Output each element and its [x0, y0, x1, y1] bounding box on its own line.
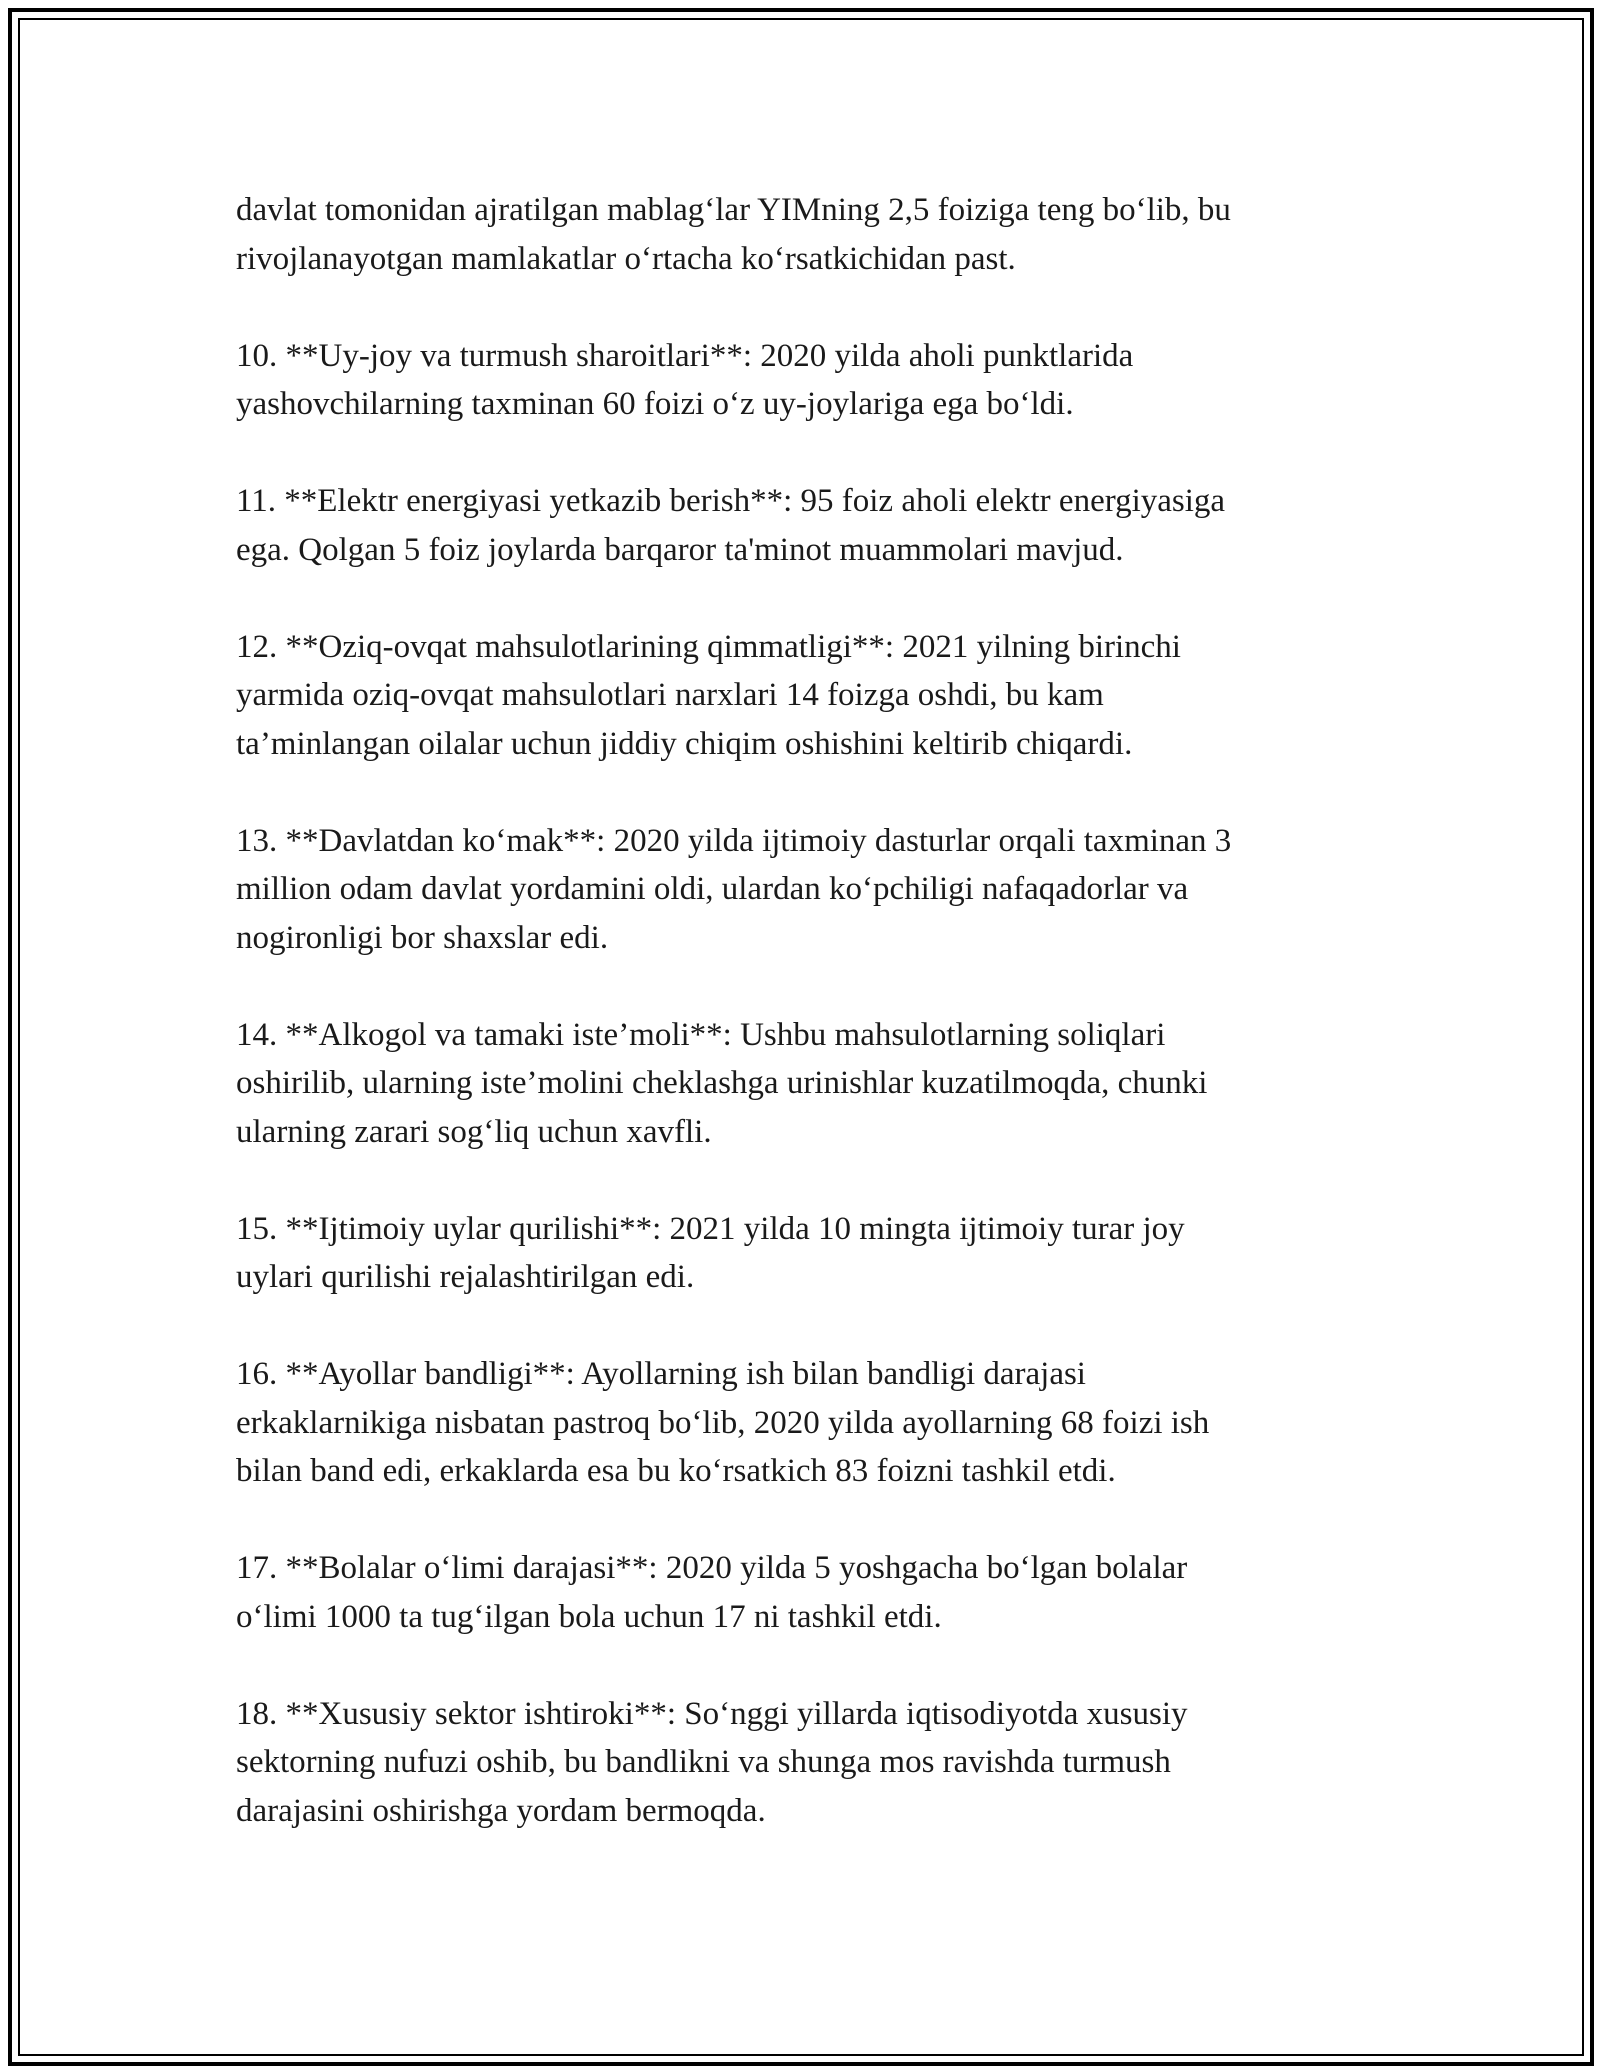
- list-item-12: 12. **Oziq-ovqat mahsulotlarining qimmatligi**: 2021 yilning birinchi yarmida oziq-ovqat mahsulotlari narxlari 14 foizga oshdi, bu kam ta’minlangan oilalar uchun jiddiy chiqim oshishini keltirib chiqardi.: [236, 628, 1181, 762]
- list-item-15: 15. **Ijtimoiy uylar qurilishi**: 2021 yilda 10 mingta ijtimoiy turar joy uylari qurilishi rejalashtirilgan edi.: [236, 1210, 1185, 1295]
- paragraph-continuation: davlat tomonidan ajratilgan mablag‘lar YIMning 2,5 foiziga teng bo‘lib, bu rivojlanayotgan mamlakatlar o‘rtacha ko‘rsatkichidan past.: [236, 192, 1231, 277]
- list-item-16: 16. **Ayollar bandligi**: Ayollarning ish bilan bandligi darajasi erkaklarnikiga nisbatan pastroq bo‘lib, 2020 yilda ayollarning 68 foizi ish bilan band edi, erkaklarda esa bu ko‘rsatkich 83 foizni tashkil etdi.: [236, 1356, 1210, 1489]
- list-item-10: 10. **Uy-joy va turmush sharoitlari**: 2020 yilda aholi punktlarida yashovchilarning taxminan 60 foizi o‘z uy-joylariga ega bo‘ldi.: [236, 337, 1134, 422]
- document-body: [236, 186, 1356, 1884]
- list-item-11: 11. **Elektr energiyasi yetkazib berish**: 95 foiz aholi elektr energiyasiga ega. Qolgan 5 foiz joylarda barqaror ta'minot muammolari mavjud.: [236, 483, 1226, 568]
- list-item-17: 17. **Bolalar o‘limi darajasi**: 2020 yilda 5 yoshgacha bo‘lgan bolalar o‘limi 1000 ta tug‘ilgan bola uchun 17 ni tashkil etdi.: [236, 1550, 1188, 1635]
- list-item-14: 14. **Alkogol va tamaki iste’moli**: Ushbu mahsulotlarning soliqlari oshirilib, ularning iste’molini cheklashga urinishlar kuzatilmoqda, chunki ularning zarari sog‘liq uchun xavfli.: [236, 1016, 1208, 1150]
- list-item-13: 13. **Davlatdan ko‘mak**: 2020 yilda ijtimoiy dasturlar orqali taxminan 3 million odam davlat yordamini oldi, ulardan ko‘pchiligi nafaqadorlar va nogironligi bor shaxslar edi.: [236, 822, 1232, 956]
- list-item-18: 18. **Xususiy sektor ishtiroki**: So‘nggi yillarda iqtisodiyotda xususiy sektorning nufuzi oshib, bu bandlikni va shunga mos ravishda turmush darajasini oshirishga yordam bermoqda.: [236, 1695, 1188, 1829]
